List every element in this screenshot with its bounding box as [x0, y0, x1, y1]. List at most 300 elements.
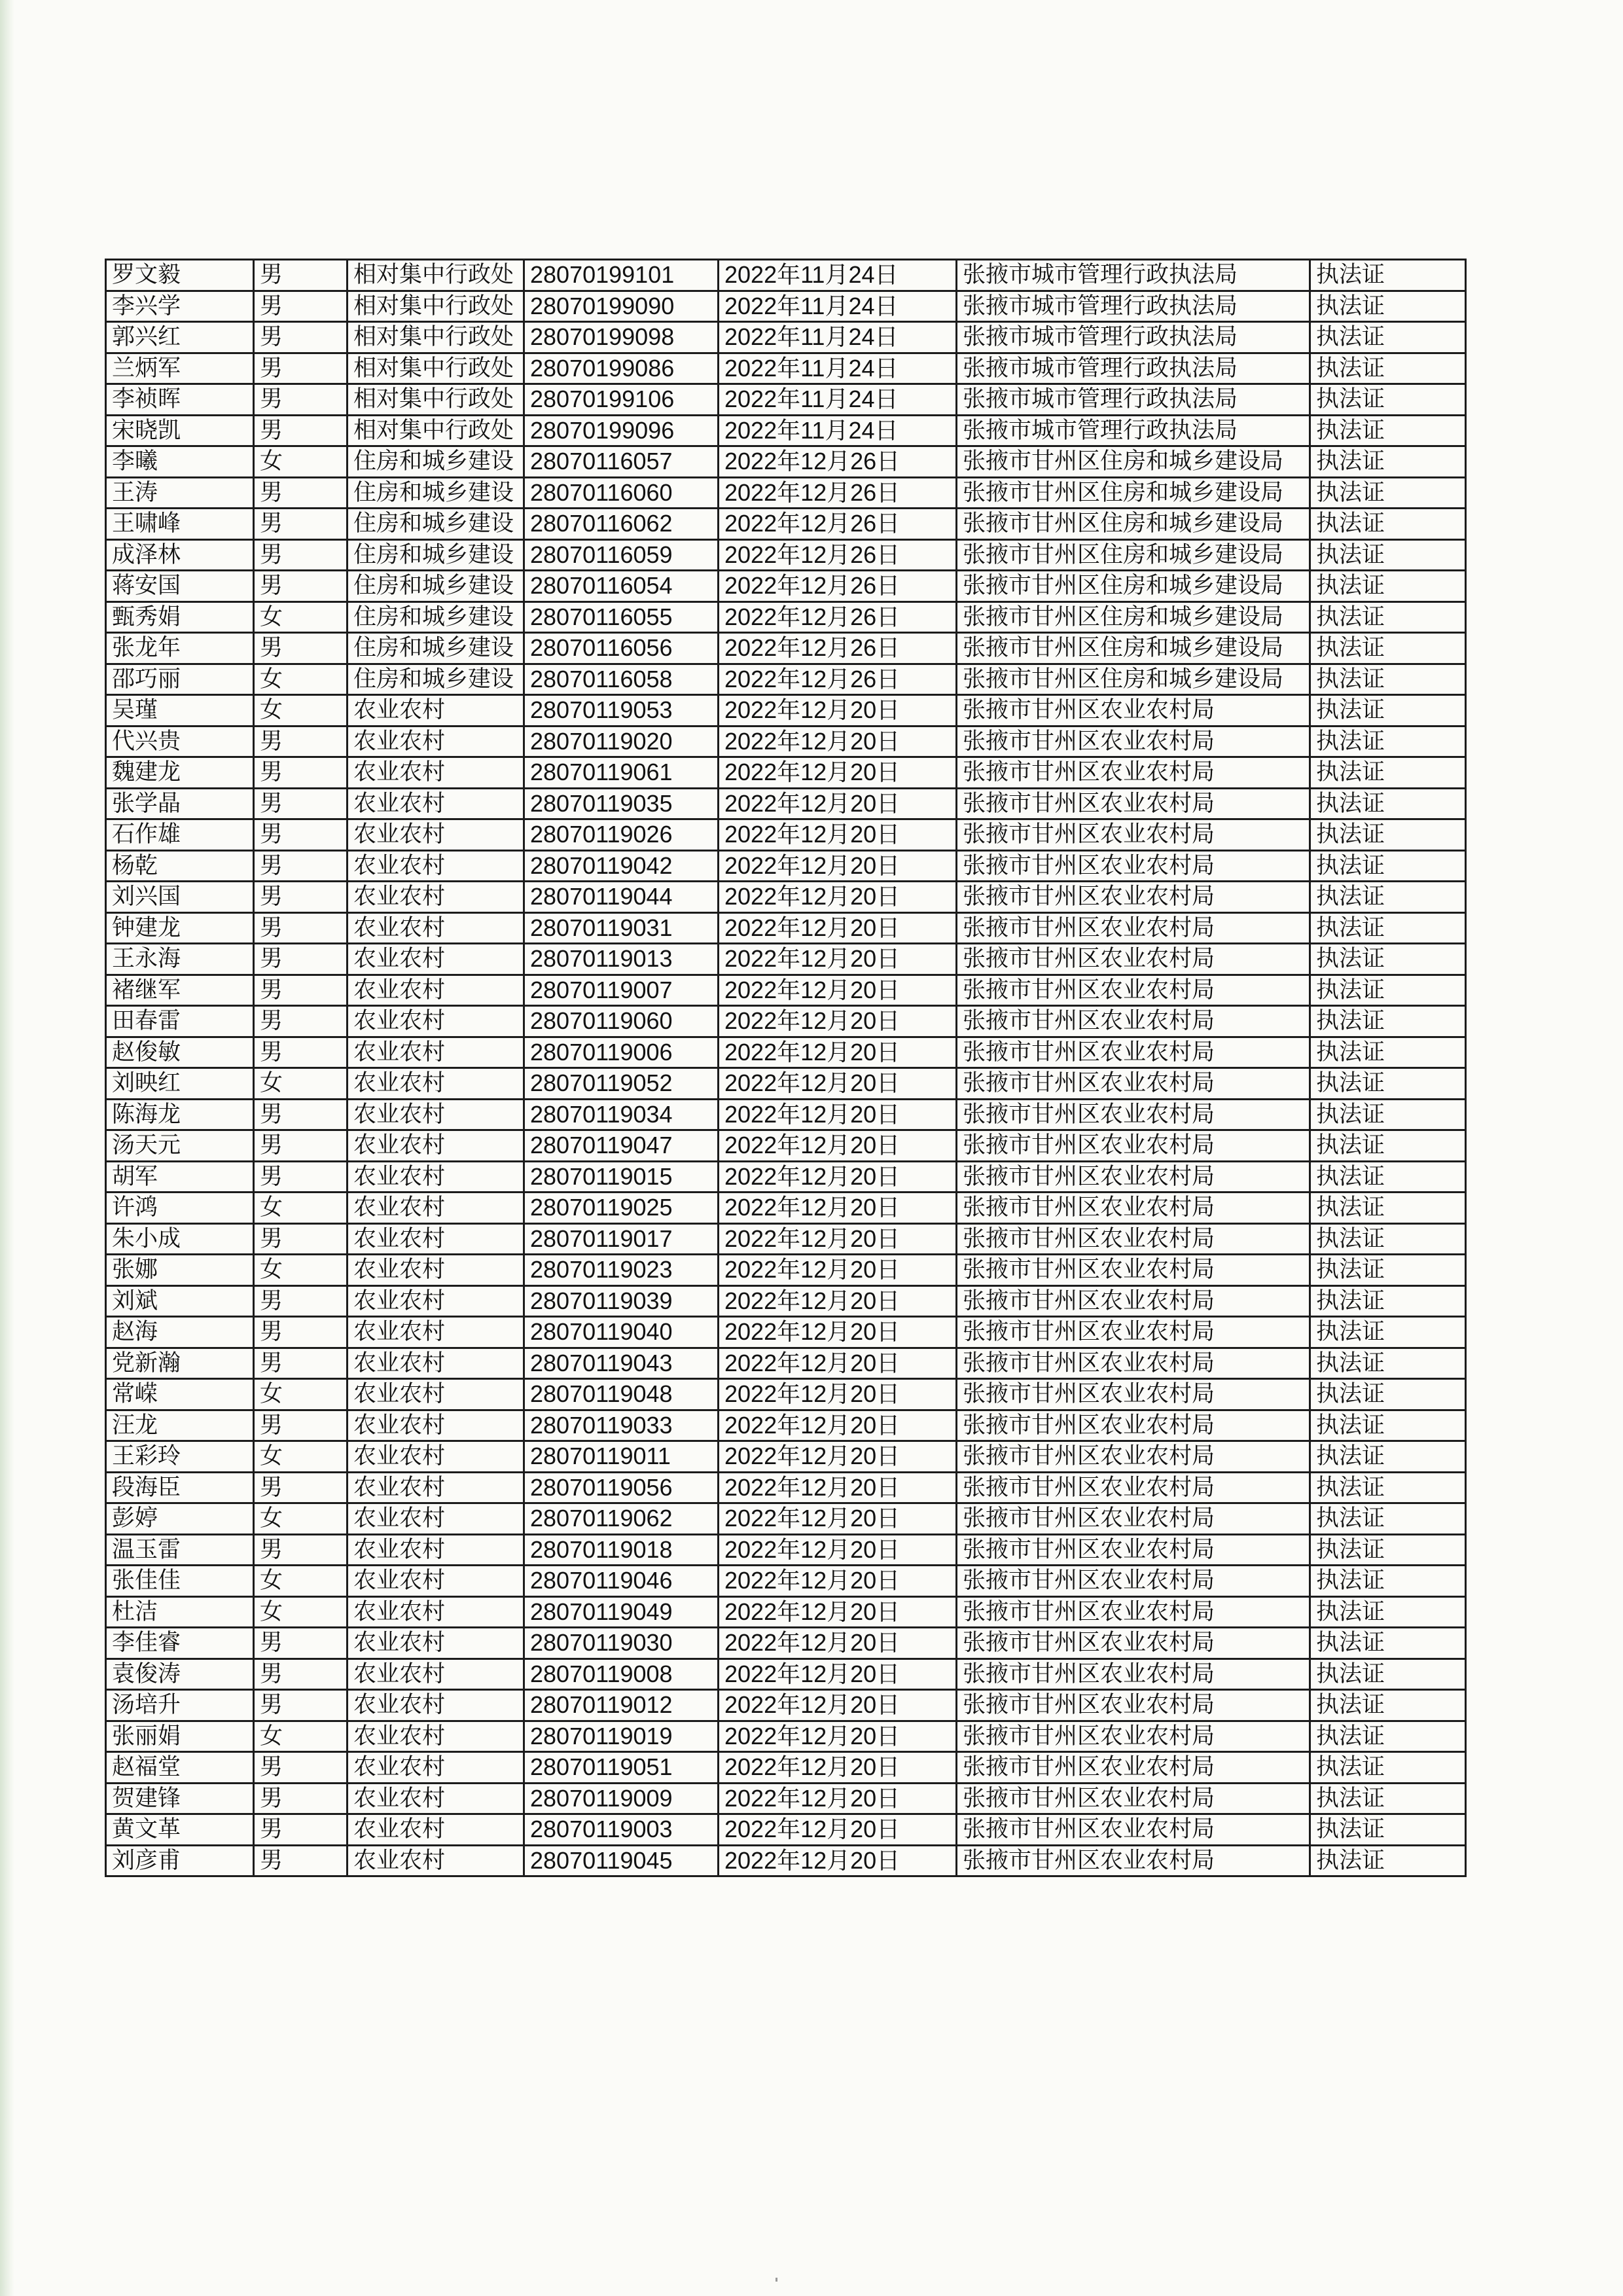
cell-cert-type: 执法证 [1310, 509, 1466, 540]
cell-issue-date: 2022年12月26日 [719, 539, 957, 571]
cell-organization: 张掖市甘州区住房和城乡建设局 [957, 477, 1310, 509]
table-row [106, 1659, 1466, 1690]
cell-gender: 男 [254, 1783, 348, 1814]
cell-organization: 张掖市城市管理行政执法局 [957, 322, 1310, 353]
table-row [106, 975, 1466, 1006]
cell-name: 王永海 [106, 944, 254, 975]
cell-issue-date: 2022年12月20日 [719, 1441, 957, 1473]
cell-name: 钟建龙 [106, 912, 254, 944]
cell-issue-date: 2022年12月20日 [719, 1037, 957, 1068]
scan-speck [776, 2278, 777, 2282]
cell-organization: 张掖市甘州区住房和城乡建设局 [957, 601, 1310, 633]
cell-gender: 女 [254, 1441, 348, 1473]
cell-name: 李曦 [106, 446, 254, 478]
cell-issue-date: 2022年12月20日 [719, 1223, 957, 1255]
cell-gender: 男 [254, 757, 348, 789]
cell-cert-type: 执法证 [1310, 1348, 1466, 1379]
cell-gender: 女 [254, 446, 348, 478]
cell-organization: 张掖市甘州区农业农村局 [957, 1410, 1310, 1441]
cell-name: 汪龙 [106, 1410, 254, 1441]
cell-cert-type: 执法证 [1310, 1659, 1466, 1690]
cell-gender: 男 [254, 1099, 348, 1130]
cell-cert-type: 执法证 [1310, 975, 1466, 1006]
cell-cert-type: 执法证 [1310, 912, 1466, 944]
cell-name: 李兴学 [106, 291, 254, 322]
cell-cert-type: 执法证 [1310, 819, 1466, 851]
cell-name: 段海臣 [106, 1472, 254, 1503]
cell-name: 邵巧丽 [106, 664, 254, 695]
cell-name: 张佳佳 [106, 1566, 254, 1597]
cell-cert-number: 28070119046 [524, 1566, 719, 1597]
cell-organization: 张掖市甘州区农业农村局 [957, 726, 1310, 757]
cell-cert-type: 执法证 [1310, 1068, 1466, 1100]
cell-name: 赵俊敏 [106, 1037, 254, 1068]
cell-cert-number: 28070116054 [524, 571, 719, 602]
cell-cert-type: 执法证 [1310, 757, 1466, 789]
cell-issue-date: 2022年12月20日 [719, 1721, 957, 1752]
cell-gender: 男 [254, 509, 348, 540]
cell-unit: 住房和城乡建设 [348, 477, 524, 509]
cell-gender: 女 [254, 1721, 348, 1752]
cell-cert-number: 28070119051 [524, 1752, 719, 1784]
cell-cert-number: 28070119031 [524, 912, 719, 944]
cell-issue-date: 2022年11月24日 [719, 291, 957, 322]
cell-gender: 女 [254, 1503, 348, 1535]
cell-name: 杜洁 [106, 1596, 254, 1628]
cell-unit: 农业农村 [348, 1628, 524, 1659]
cell-organization: 张掖市甘州区农业农村局 [957, 788, 1310, 819]
cell-issue-date: 2022年12月20日 [719, 819, 957, 851]
cell-organization: 张掖市甘州区农业农村局 [957, 1223, 1310, 1255]
table-row [106, 882, 1466, 913]
cell-organization: 张掖市甘州区农业农村局 [957, 1503, 1310, 1535]
cell-issue-date: 2022年11月24日 [719, 260, 957, 291]
cell-cert-type: 执法证 [1310, 1161, 1466, 1193]
cell-cert-number: 28070119034 [524, 1099, 719, 1130]
cell-issue-date: 2022年12月20日 [719, 882, 957, 913]
cell-organization: 张掖市甘州区农业农村局 [957, 1006, 1310, 1037]
certificate-table [105, 259, 1467, 1877]
table-row [106, 1472, 1466, 1503]
cell-unit: 农业农村 [348, 1379, 524, 1410]
cell-unit: 相对集中行政处 [348, 260, 524, 291]
cell-cert-type: 执法证 [1310, 384, 1466, 416]
cell-name: 彭婷 [106, 1503, 254, 1535]
table-row [106, 726, 1466, 757]
cell-organization: 张掖市甘州区住房和城乡建设局 [957, 509, 1310, 540]
cell-cert-type: 执法证 [1310, 1130, 1466, 1162]
cell-cert-type: 执法证 [1310, 260, 1466, 291]
cell-gender: 男 [254, 882, 348, 913]
cell-cert-number: 28070119018 [524, 1534, 719, 1566]
cell-name: 许鸿 [106, 1193, 254, 1224]
table-row [106, 260, 1466, 291]
table-row [106, 322, 1466, 353]
cell-cert-number: 28070119052 [524, 1068, 719, 1100]
cell-gender: 女 [254, 1596, 348, 1628]
cell-issue-date: 2022年12月26日 [719, 601, 957, 633]
cell-cert-number: 28070116059 [524, 539, 719, 571]
table-row [106, 477, 1466, 509]
cell-organization: 张掖市甘州区农业农村局 [957, 1193, 1310, 1224]
cell-cert-type: 执法证 [1310, 477, 1466, 509]
cell-unit: 农业农村 [348, 1255, 524, 1286]
cell-unit: 农业农村 [348, 1099, 524, 1130]
table-row [106, 291, 1466, 322]
cell-cert-number: 28070119020 [524, 726, 719, 757]
cell-cert-number: 28070119007 [524, 975, 719, 1006]
table-body [106, 260, 1466, 1876]
cell-unit: 农业农村 [348, 944, 524, 975]
cell-cert-number: 28070119042 [524, 850, 719, 882]
cell-name: 代兴贵 [106, 726, 254, 757]
cell-gender: 男 [254, 1659, 348, 1690]
cell-organization: 张掖市甘州区农业农村局 [957, 1690, 1310, 1721]
cell-organization: 张掖市城市管理行政执法局 [957, 260, 1310, 291]
cell-organization: 张掖市城市管理行政执法局 [957, 291, 1310, 322]
cell-name: 朱小成 [106, 1223, 254, 1255]
cell-issue-date: 2022年12月20日 [719, 944, 957, 975]
cell-name: 杨乾 [106, 850, 254, 882]
cell-unit: 农业农村 [348, 1348, 524, 1379]
cell-cert-number: 28070119049 [524, 1596, 719, 1628]
cell-issue-date: 2022年12月20日 [719, 1752, 957, 1784]
cell-organization: 张掖市甘州区农业农村局 [957, 975, 1310, 1006]
cell-issue-date: 2022年12月20日 [719, 1690, 957, 1721]
cell-gender: 男 [254, 291, 348, 322]
cell-gender: 男 [254, 1161, 348, 1193]
cell-gender: 男 [254, 1845, 348, 1876]
cell-cert-number: 28070199098 [524, 322, 719, 353]
cell-unit: 农业农村 [348, 1534, 524, 1566]
cell-name: 罗文毅 [106, 260, 254, 291]
cell-gender: 女 [254, 695, 348, 726]
cell-unit: 农业农村 [348, 850, 524, 882]
cell-unit: 农业农村 [348, 1566, 524, 1597]
cell-cert-type: 执法证 [1310, 788, 1466, 819]
cell-organization: 张掖市甘州区住房和城乡建设局 [957, 633, 1310, 664]
cell-cert-type: 执法证 [1310, 850, 1466, 882]
cell-issue-date: 2022年12月20日 [719, 1006, 957, 1037]
cell-cert-number: 28070119040 [524, 1317, 719, 1348]
cell-gender: 男 [254, 1814, 348, 1846]
table-row [106, 1068, 1466, 1100]
cell-unit: 农业农村 [348, 1441, 524, 1473]
cell-cert-type: 执法证 [1310, 1441, 1466, 1473]
cell-cert-type: 执法证 [1310, 1193, 1466, 1224]
table-row [106, 1193, 1466, 1224]
cell-unit: 相对集中行政处 [348, 353, 524, 384]
cell-name: 王涛 [106, 477, 254, 509]
cell-cert-type: 执法证 [1310, 1379, 1466, 1410]
cell-cert-type: 执法证 [1310, 446, 1466, 478]
cell-gender: 男 [254, 322, 348, 353]
cell-unit: 农业农村 [348, 1752, 524, 1784]
table-row [106, 664, 1466, 695]
cell-cert-type: 执法证 [1310, 726, 1466, 757]
cell-organization: 张掖市甘州区农业农村局 [957, 1596, 1310, 1628]
cell-cert-number: 28070119006 [524, 1037, 719, 1068]
cell-unit: 相对集中行政处 [348, 291, 524, 322]
table-row [106, 1503, 1466, 1535]
cell-cert-number: 28070119009 [524, 1783, 719, 1814]
cell-unit: 农业农村 [348, 1503, 524, 1535]
cell-organization: 张掖市甘州区农业农村局 [957, 1814, 1310, 1846]
table-row [106, 1721, 1466, 1752]
cell-organization: 张掖市甘州区农业农村局 [957, 819, 1310, 851]
cell-unit: 相对集中行政处 [348, 415, 524, 446]
cell-gender: 男 [254, 1410, 348, 1441]
cell-gender: 男 [254, 1223, 348, 1255]
cell-issue-date: 2022年11月24日 [719, 353, 957, 384]
table-row [106, 1566, 1466, 1597]
cell-unit: 农业农村 [348, 882, 524, 913]
cell-cert-type: 执法证 [1310, 1503, 1466, 1535]
cell-cert-type: 执法证 [1310, 1566, 1466, 1597]
cell-cert-type: 执法证 [1310, 1596, 1466, 1628]
cell-name: 吴瑾 [106, 695, 254, 726]
cell-unit: 农业农村 [348, 819, 524, 851]
table-row [106, 944, 1466, 975]
table-row [106, 1317, 1466, 1348]
cell-cert-type: 执法证 [1310, 291, 1466, 322]
cell-gender: 男 [254, 1348, 348, 1379]
cell-cert-type: 执法证 [1310, 944, 1466, 975]
cell-unit: 农业农村 [348, 1037, 524, 1068]
cell-organization: 张掖市甘州区农业农村局 [957, 1441, 1310, 1473]
cell-unit: 农业农村 [348, 1814, 524, 1846]
cell-organization: 张掖市甘州区住房和城乡建设局 [957, 571, 1310, 602]
table-row [106, 1783, 1466, 1814]
cell-cert-number: 28070116057 [524, 446, 719, 478]
cell-cert-number: 28070199096 [524, 415, 719, 446]
cell-cert-type: 执法证 [1310, 1099, 1466, 1130]
table-row [106, 1752, 1466, 1784]
cell-organization: 张掖市甘州区农业农村局 [957, 912, 1310, 944]
cell-issue-date: 2022年12月20日 [719, 1193, 957, 1224]
cell-issue-date: 2022年12月20日 [719, 788, 957, 819]
cell-cert-type: 执法证 [1310, 539, 1466, 571]
cell-name: 石作雄 [106, 819, 254, 851]
cell-cert-type: 执法证 [1310, 1037, 1466, 1068]
cell-cert-number: 28070119047 [524, 1130, 719, 1162]
cell-cert-number: 28070119035 [524, 788, 719, 819]
table-row [106, 446, 1466, 478]
cell-unit: 农业农村 [348, 1006, 524, 1037]
cell-organization: 张掖市甘州区住房和城乡建设局 [957, 446, 1310, 478]
table-row [106, 1690, 1466, 1721]
cell-organization: 张掖市甘州区农业农村局 [957, 1255, 1310, 1286]
cell-issue-date: 2022年12月20日 [719, 1285, 957, 1317]
cell-cert-type: 执法证 [1310, 415, 1466, 446]
cell-organization: 张掖市甘州区农业农村局 [957, 1379, 1310, 1410]
cell-name: 刘斌 [106, 1285, 254, 1317]
cell-unit: 农业农村 [348, 1068, 524, 1100]
cell-issue-date: 2022年12月26日 [719, 509, 957, 540]
cell-issue-date: 2022年12月26日 [719, 446, 957, 478]
cell-unit: 农业农村 [348, 1783, 524, 1814]
cell-unit: 农业农村 [348, 1845, 524, 1876]
cell-gender: 男 [254, 1690, 348, 1721]
table-row [106, 1285, 1466, 1317]
cell-gender: 男 [254, 1472, 348, 1503]
cell-organization: 张掖市甘州区农业农村局 [957, 882, 1310, 913]
cell-name: 赵海 [106, 1317, 254, 1348]
cell-cert-type: 执法证 [1310, 571, 1466, 602]
cell-name: 魏建龙 [106, 757, 254, 789]
cell-unit: 农业农村 [348, 1410, 524, 1441]
cell-cert-number: 28070119044 [524, 882, 719, 913]
cell-cert-type: 执法证 [1310, 1721, 1466, 1752]
table-row [106, 695, 1466, 726]
cell-gender: 男 [254, 850, 348, 882]
cell-issue-date: 2022年12月20日 [719, 1255, 957, 1286]
cell-cert-number: 28070119026 [524, 819, 719, 851]
cell-issue-date: 2022年12月26日 [719, 477, 957, 509]
table-row [106, 757, 1466, 789]
table-row [106, 1255, 1466, 1286]
cell-cert-number: 28070119013 [524, 944, 719, 975]
cell-name: 褚继军 [106, 975, 254, 1006]
cell-name: 汤天元 [106, 1130, 254, 1162]
cell-cert-number: 28070116058 [524, 664, 719, 695]
cell-issue-date: 2022年12月20日 [719, 1068, 957, 1100]
cell-name: 胡军 [106, 1161, 254, 1193]
cell-issue-date: 2022年12月20日 [719, 695, 957, 726]
scan-edge-tint [0, 0, 14, 2296]
cell-cert-type: 执法证 [1310, 1628, 1466, 1659]
cell-name: 陈海龙 [106, 1099, 254, 1130]
cell-cert-number: 28070119062 [524, 1503, 719, 1535]
cell-cert-number: 28070119017 [524, 1223, 719, 1255]
table-row [106, 571, 1466, 602]
cell-name: 宋晓凯 [106, 415, 254, 446]
table-row [106, 415, 1466, 446]
cell-name: 汤培升 [106, 1690, 254, 1721]
cell-cert-number: 28070119012 [524, 1690, 719, 1721]
table-row [106, 1410, 1466, 1441]
cell-gender: 女 [254, 1566, 348, 1597]
cell-name: 张学晶 [106, 788, 254, 819]
cell-issue-date: 2022年12月20日 [719, 1379, 957, 1410]
cell-cert-number: 28070116055 [524, 601, 719, 633]
cell-organization: 张掖市甘州区农业农村局 [957, 1566, 1310, 1597]
cell-name: 刘映红 [106, 1068, 254, 1100]
cell-cert-number: 28070119033 [524, 1410, 719, 1441]
cell-issue-date: 2022年11月24日 [719, 384, 957, 416]
cell-issue-date: 2022年12月26日 [719, 633, 957, 664]
cell-cert-type: 执法证 [1310, 322, 1466, 353]
cell-unit: 农业农村 [348, 788, 524, 819]
cell-unit: 住房和城乡建设 [348, 571, 524, 602]
cell-organization: 张掖市城市管理行政执法局 [957, 415, 1310, 446]
table-row [106, 384, 1466, 416]
cell-gender: 女 [254, 664, 348, 695]
cell-cert-number: 28070199106 [524, 384, 719, 416]
cell-gender: 男 [254, 1534, 348, 1566]
table-row [106, 1348, 1466, 1379]
cell-cert-type: 执法证 [1310, 1472, 1466, 1503]
cell-name: 成泽林 [106, 539, 254, 571]
table-row [106, 353, 1466, 384]
cell-name: 张丽娟 [106, 1721, 254, 1752]
cell-cert-type: 执法证 [1310, 1285, 1466, 1317]
cell-name: 张娜 [106, 1255, 254, 1286]
cell-organization: 张掖市甘州区住房和城乡建设局 [957, 539, 1310, 571]
cell-unit: 农业农村 [348, 975, 524, 1006]
cell-gender: 女 [254, 601, 348, 633]
cell-cert-number: 28070119043 [524, 1348, 719, 1379]
table-row [106, 1161, 1466, 1193]
cell-cert-number: 28070119015 [524, 1161, 719, 1193]
cell-gender: 女 [254, 1379, 348, 1410]
cell-name: 刘彦甫 [106, 1845, 254, 1876]
cell-name: 蒋安国 [106, 571, 254, 602]
cell-issue-date: 2022年12月20日 [719, 757, 957, 789]
table-row [106, 1099, 1466, 1130]
cell-issue-date: 2022年12月20日 [719, 1534, 957, 1566]
cell-gender: 男 [254, 353, 348, 384]
cell-organization: 张掖市甘州区农业农村局 [957, 1628, 1310, 1659]
cell-organization: 张掖市甘州区农业农村局 [957, 1472, 1310, 1503]
cell-name: 李佳睿 [106, 1628, 254, 1659]
cell-gender: 男 [254, 975, 348, 1006]
cell-cert-number: 28070119008 [524, 1659, 719, 1690]
cell-gender: 男 [254, 539, 348, 571]
cell-cert-number: 28070116062 [524, 509, 719, 540]
cell-cert-number: 28070119039 [524, 1285, 719, 1317]
cell-cert-type: 执法证 [1310, 353, 1466, 384]
cell-gender: 男 [254, 1317, 348, 1348]
cell-organization: 张掖市甘州区农业农村局 [957, 1348, 1310, 1379]
cell-organization: 张掖市甘州区农业农村局 [957, 1752, 1310, 1784]
cell-unit: 农业农村 [348, 1690, 524, 1721]
cell-issue-date: 2022年12月20日 [719, 1845, 957, 1876]
cell-issue-date: 2022年12月20日 [719, 1596, 957, 1628]
cell-issue-date: 2022年12月20日 [719, 912, 957, 944]
cell-gender: 男 [254, 1006, 348, 1037]
cell-cert-number: 28070119023 [524, 1255, 719, 1286]
cell-unit: 住房和城乡建设 [348, 633, 524, 664]
cell-name: 兰炳军 [106, 353, 254, 384]
cell-organization: 张掖市甘州区农业农村局 [957, 1037, 1310, 1068]
cell-gender: 男 [254, 726, 348, 757]
cell-organization: 张掖市甘州区农业农村局 [957, 1534, 1310, 1566]
cell-unit: 农业农村 [348, 912, 524, 944]
cell-gender: 男 [254, 1037, 348, 1068]
cell-cert-number: 28070119053 [524, 695, 719, 726]
cell-cert-type: 执法证 [1310, 1690, 1466, 1721]
cell-cert-type: 执法证 [1310, 664, 1466, 695]
cell-organization: 张掖市甘州区住房和城乡建设局 [957, 664, 1310, 695]
cell-unit: 农业农村 [348, 1659, 524, 1690]
cell-name: 刘兴国 [106, 882, 254, 913]
cell-cert-number: 28070119061 [524, 757, 719, 789]
cell-unit: 住房和城乡建设 [348, 509, 524, 540]
cell-organization: 张掖市甘州区农业农村局 [957, 1099, 1310, 1130]
cell-cert-type: 执法证 [1310, 633, 1466, 664]
cell-cert-type: 执法证 [1310, 1255, 1466, 1286]
cell-issue-date: 2022年12月20日 [719, 1410, 957, 1441]
cell-issue-date: 2022年12月20日 [719, 1099, 957, 1130]
cell-gender: 女 [254, 1068, 348, 1100]
table-row [106, 1814, 1466, 1846]
cell-unit: 农业农村 [348, 1193, 524, 1224]
cell-cert-type: 执法证 [1310, 695, 1466, 726]
table-row [106, 509, 1466, 540]
cell-unit: 农业农村 [348, 1472, 524, 1503]
cell-issue-date: 2022年12月20日 [719, 1814, 957, 1846]
